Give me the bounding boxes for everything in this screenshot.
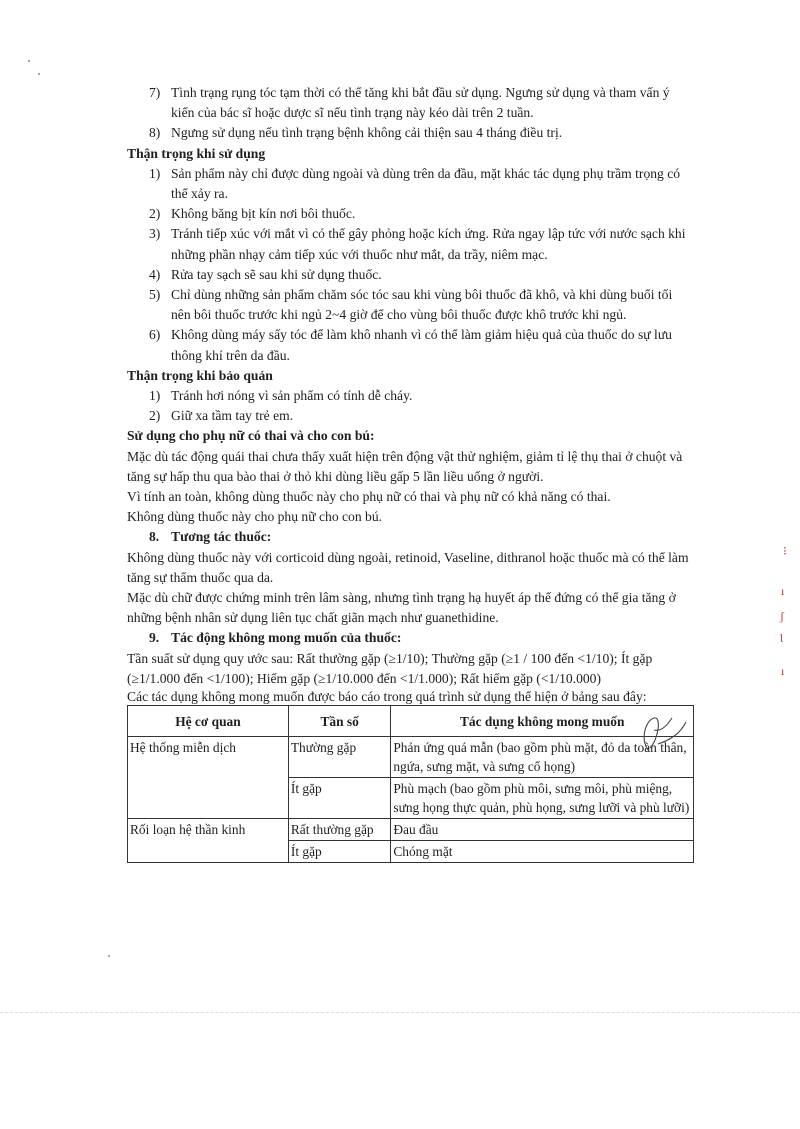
stamp-edge-mark: Ɩ bbox=[780, 631, 784, 645]
table-cell-effect: Đau đầu bbox=[391, 819, 694, 841]
list-item bbox=[127, 325, 695, 365]
handwritten-signature bbox=[628, 710, 698, 758]
interactions-paragraph: Mặc dù chữ được chứng minh trên lâm sàng, nhưng tình trạng hạ huyết áp thế đứng có thể gia tăng ở những bệnh nhân sử dụng liên tục chất giãn mạch như guanethidine. bbox=[127, 590, 676, 626]
stamp-edge-mark: ʃ bbox=[780, 609, 784, 623]
list-text: Chỉ dùng những sản phẩm chăm sóc tóc sau khi vùng bôi thuốc đã khô, và khi dùng buổi tối nên bôi thuốc trước khi ngủ 2~4 giờ để cho vùng bôi thuốc được khô trước khi ngủ. bbox=[171, 287, 673, 323]
scan-speck bbox=[108, 955, 110, 957]
adverse-effects-table bbox=[127, 705, 694, 863]
table-cell-frequency: Ít gặp bbox=[288, 778, 391, 819]
table-row bbox=[128, 737, 694, 778]
list-item bbox=[127, 204, 695, 224]
section-heading-caution-use: Thận trọng khi sử dụng bbox=[127, 145, 266, 161]
main-content bbox=[127, 83, 695, 863]
caution-use-list bbox=[127, 164, 695, 366]
interactions-paragraph: Không dùng thuốc này với corticoid dùng ngoài, retinoid, Vaseline, dithranol hoặc thuốc mà có thể làm tăng sự thẩm thuốc qua da. bbox=[127, 549, 689, 585]
table-cell-frequency: Rất thường gặp bbox=[288, 819, 391, 841]
list-item bbox=[127, 224, 695, 264]
table-header-cell: Tần số bbox=[288, 706, 391, 737]
adverse-paragraph: Các tác dụng không mong muốn được báo cáo trong quá trình sử dụng thể hiện ở bảng sau đây: bbox=[127, 689, 647, 705]
list-item bbox=[127, 123, 695, 143]
list-text: Tình trạng rụng tóc tạm thời có thể tăng khi bắt đầu sử dụng. Ngưng sử dụng và tham vấn ý kiến của bác sĩ hoặc dược sĩ nếu tình trạng này kéo dài trên 2 tuần. bbox=[171, 85, 670, 121]
list-number: 2) bbox=[149, 408, 161, 424]
list-item bbox=[127, 164, 695, 204]
section-title: Tác động không mong muốn của thuốc: bbox=[171, 630, 402, 646]
numbered-list-continued bbox=[127, 83, 695, 144]
section-heading-adverse bbox=[127, 628, 695, 648]
list-text: Rửa tay sạch sẽ sau khi sử dụng thuốc. bbox=[171, 266, 382, 282]
table-cell-effect: Phù mạch (bao gồm phù môi, sưng môi, phù miệng, sưng họng thực quản, phù họng, sưng lưỡi và phù lưỡi) bbox=[391, 778, 694, 819]
caution-storage-list bbox=[127, 386, 695, 426]
list-text: Không băng bịt kín nơi bôi thuốc. bbox=[171, 206, 356, 222]
list-number: 1) bbox=[149, 165, 161, 181]
list-item bbox=[127, 285, 695, 325]
list-item bbox=[127, 406, 695, 426]
list-text: Giữ xa tầm tay trẻ em. bbox=[171, 408, 294, 424]
table-cell-effect: Chóng mặt bbox=[391, 841, 694, 863]
list-number: 2) bbox=[149, 206, 161, 222]
scan-speck bbox=[28, 60, 30, 62]
scan-speck bbox=[38, 73, 40, 75]
list-text: Tránh hơi nóng vì sản phẩm có tính dễ cháy. bbox=[171, 388, 413, 404]
stamp-edge-mark: ı bbox=[781, 664, 785, 678]
list-number: 8) bbox=[149, 125, 161, 141]
adverse-paragraph: Tần suất sử dụng quy ước sau: Rất thường gặp (≥1/10); Thường gặp (≥1 / 100 đến <1/10); Ít gặp (≥1/1.000 đến <1/100); Hiếm gặp (≥1/10.000 đến <1/1.000); Rất hiếm gặp (<1/10.000) bbox=[127, 650, 653, 686]
table-header-cell: Tác dụng không mong muốn bbox=[391, 706, 694, 737]
list-item bbox=[127, 83, 695, 123]
list-number: 4) bbox=[149, 266, 161, 282]
list-number: 1) bbox=[149, 388, 161, 404]
list-number: 3) bbox=[149, 226, 161, 242]
list-number: 5) bbox=[149, 287, 161, 303]
section-heading-interactions bbox=[127, 527, 695, 547]
pregnancy-paragraph: Không dùng thuốc này cho phụ nữ cho con bú. bbox=[127, 509, 383, 525]
table-cell-system: Hệ thống miễn dịch bbox=[128, 737, 289, 819]
section-title: Tương tác thuốc: bbox=[171, 529, 272, 545]
stamp-edge-mark: ⁝ bbox=[783, 544, 787, 558]
list-item bbox=[127, 386, 695, 406]
section-heading-pregnancy: Sử dụng cho phụ nữ có thai và cho con bú: bbox=[127, 428, 375, 444]
list-text: Tránh tiếp xúc với mắt vì có thể gây phỏng hoặc kích ứng. Rửa ngay lập tức với nước sạch khi những phần nhạy cảm tiếp xúc với thuốc như mắt, da trầy, niêm mạc. bbox=[171, 226, 686, 262]
stamp-edge-mark: ı bbox=[781, 584, 785, 598]
pregnancy-paragraph: Vì tính an toàn, không dùng thuốc này cho phụ nữ có thai và phụ nữ có khả năng có thai. bbox=[127, 489, 611, 505]
pregnancy-paragraph: Mặc dù tác động quái thai chưa thấy xuất hiện trên động vật thử nghiệm, giảm tỉ lệ thụ thai ở chuột và tăng sự hấp thu qua bào thai ở thỏ khi dùng liều gấp 5 lần liều uống ở người. bbox=[127, 448, 683, 484]
table-row bbox=[128, 819, 694, 841]
table-cell-effect: Phản ứng quá mẫn (bao gồm phù mặt, đỏ da toàn thân, ngứa, sưng mặt, và sưng cổ họng) bbox=[391, 737, 694, 778]
section-number: 8. bbox=[149, 529, 160, 545]
list-item bbox=[127, 265, 695, 285]
table-header-row bbox=[128, 706, 694, 737]
section-number: 9. bbox=[149, 630, 160, 646]
section-heading-caution-storage: Thận trọng khi bảo quản bbox=[127, 367, 273, 383]
table-cell-frequency: Thường gặp bbox=[288, 737, 391, 778]
list-number: 6) bbox=[149, 327, 161, 343]
list-text: Ngưng sử dụng nếu tình trạng bệnh không cải thiện sau 4 tháng điều trị. bbox=[171, 125, 563, 141]
list-number: 7) bbox=[149, 85, 161, 100]
table-header-cell: Hệ cơ quan bbox=[128, 706, 289, 737]
table-cell-frequency: Ít gặp bbox=[288, 841, 391, 863]
list-text: Không dùng máy sấy tóc để làm khô nhanh vì có thể làm giảm hiệu quả của thuốc do sự lưu thông khí trên da đầu. bbox=[171, 327, 672, 363]
scan-fold-line bbox=[0, 1012, 800, 1013]
list-text: Sản phẩm này chỉ được dùng ngoài và dùng trên da đầu, mặt khác tác dụng phụ trầm trọng có thể xảy ra. bbox=[171, 165, 681, 202]
table-cell-system: Rối loạn hệ thần kinh bbox=[128, 819, 289, 863]
